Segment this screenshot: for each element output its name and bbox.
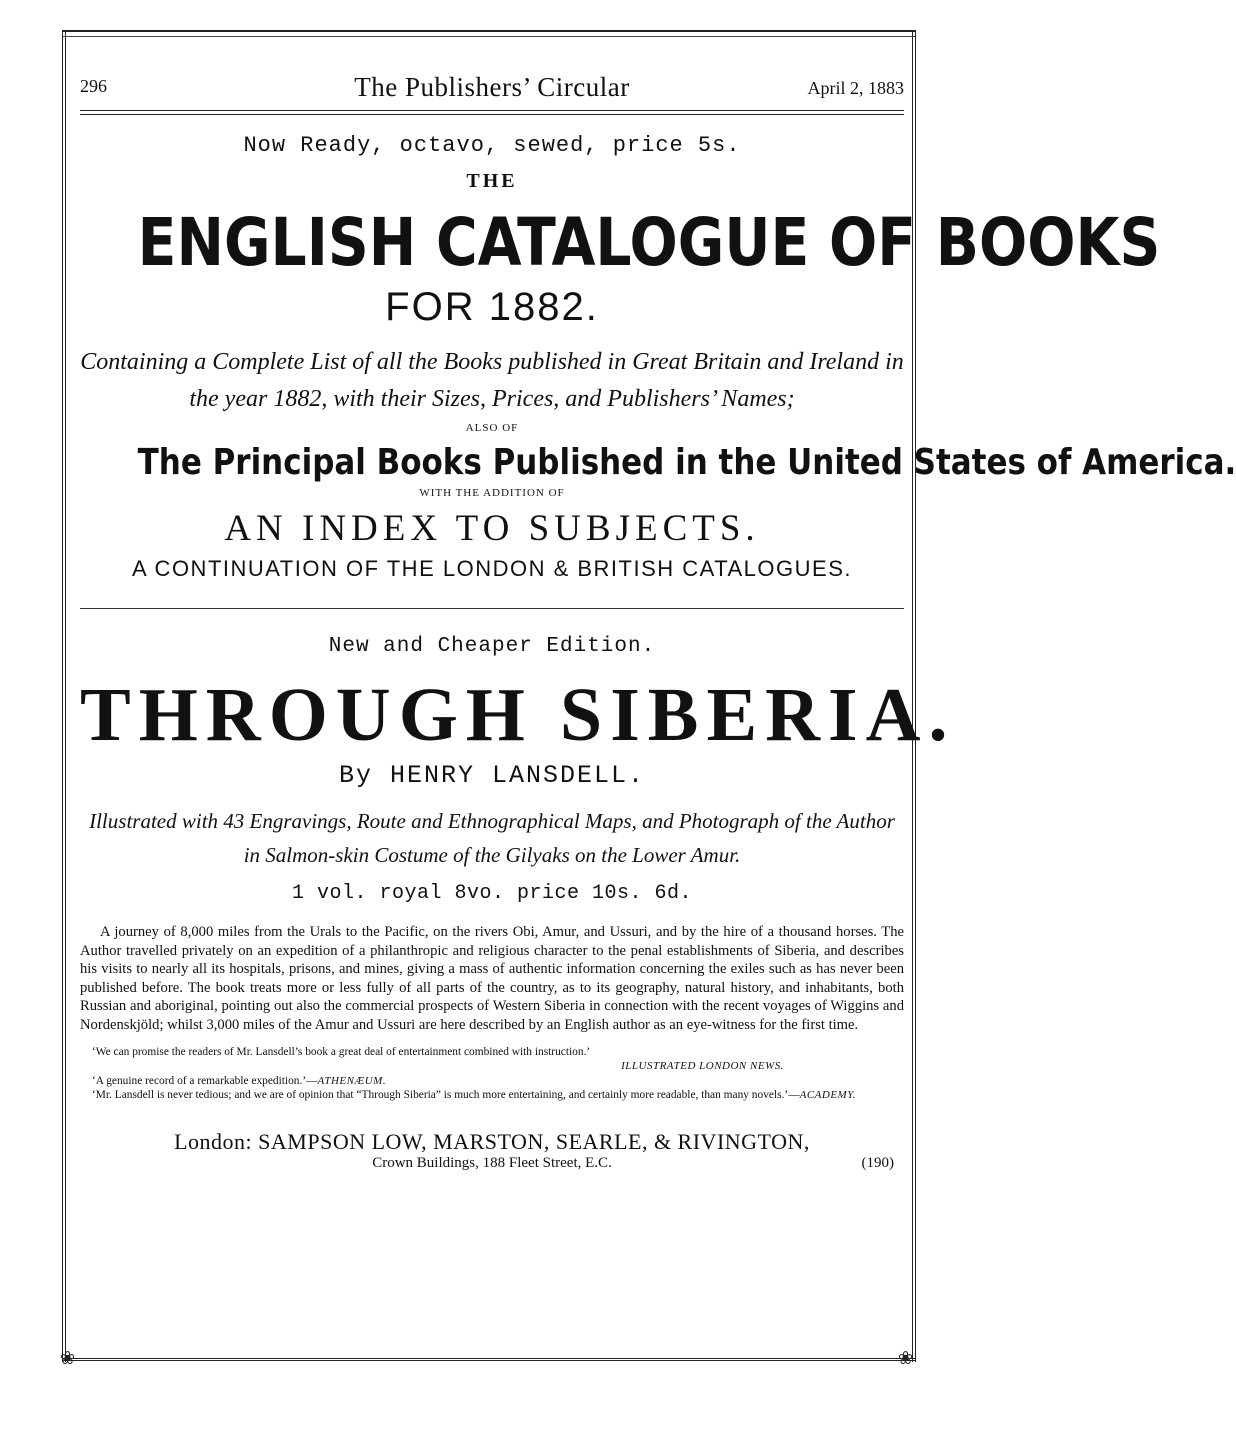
quote-text: ‘A genuine record of a remarkable expedition.’— (92, 1074, 318, 1087)
volume-price: 1 vol. royal 8vo. price 10s. 6d. (291, 882, 693, 905)
section-divider (80, 608, 904, 609)
with-addition-label: WITH THE ADDITION OF (419, 487, 565, 499)
catalogue-year: FOR 1882. (385, 285, 599, 329)
through-siberia-advertisement (80, 635, 956, 1172)
page-number: 296 (80, 76, 107, 96)
catalogue-description: Containing a Complete List of all the Books published in Great Britain and Ireland in the year 1882, with their Sizes, Prices, and Publishers’ Names; (80, 349, 904, 412)
continuation-line: A CONTINUATION OF THE LONDON & BRITISH CATALOGUES. (131, 556, 852, 581)
catalogue-title: ENGLISH CATALOGUE OF BOOKS (137, 204, 1161, 281)
edition-notice: New and Cheaper Edition. (328, 635, 656, 658)
quote-text: ‘Mr. Lansdell is never tedious; and we are of opinion that “Through Siberia” is much more entertaining, and certainly more readable, than many novels.’— (92, 1089, 800, 1102)
the-label: THE (466, 170, 518, 192)
quote-source: ILLUSTRATED LONDON NEWS. (621, 1060, 784, 1073)
english-catalogue-advertisement (80, 133, 1236, 582)
ready-notice: Now Ready, octavo, sewed, price 5s. (243, 133, 741, 158)
quote-item (80, 1045, 904, 1060)
book-description: A journey of 8,000 miles from the Urals to the Pacific, on the rivers Obi, Amur, and Ussuri, and by the hire of a thousand horses. The Author travelled privately on an expedition of a philanthropic and religious character to the penal establishments of Siberia, and describes his visits to nearly all its hospitals, prisons, and mines, giving a mass of authentic information concerning the exiles such as has never been published before. The book treats more or less fully of all parts of the country, as to its geography, natural history, and inhabitants, both Russian and aboriginal, pointing out also the commercial prospects of Western Siberia in connection with the recent voyages of Wiggins and Nordenskjöld; whilst 3,000 miles of the Amur and Ussuri are here described by an English author as an eye-witness for the first time. (80, 924, 904, 1033)
author-line: By HENRY LANSDELL. (338, 761, 646, 790)
advertisement-code: (190) (861, 1154, 894, 1171)
corner-ornament-icon: ❀ (898, 1348, 914, 1369)
book-title: THROUGH SIBERIA. (80, 673, 956, 757)
corner-ornament-icon: ❀ (60, 1348, 76, 1369)
index-heading: AN INDEX TO SUBJECTS. (224, 508, 760, 549)
issue-date: April 2, 1883 (807, 78, 904, 98)
quote-source: ATHENÆUM. (317, 1074, 387, 1087)
header-rule-2 (80, 114, 904, 115)
quote-item (80, 1088, 904, 1103)
header-rule (80, 110, 904, 111)
quote-item (80, 1074, 904, 1089)
page-content (80, 68, 1236, 1172)
press-quotes (80, 1045, 904, 1103)
running-header (80, 68, 904, 102)
publisher-address: Crown Buildings, 188 Fleet Street, E.C. (372, 1154, 612, 1171)
also-of-label: ALSO OF (465, 422, 519, 434)
publisher-imprint: London: SAMPSON LOW, MARSTON, SEARLE, & RIVINGTON, (174, 1128, 810, 1154)
publication-title: The Publishers’ Circular (354, 72, 630, 102)
bottom-border-rule (62, 1358, 916, 1361)
publisher-address-row (80, 1155, 904, 1172)
principal-books-heading: The Principal Books Published in the United States of America. (137, 442, 1236, 483)
quote-source: ACADEMY. (799, 1089, 857, 1102)
illustration-note: Illustrated with 43 Engravings, Route and Ethnographical Maps, and Photograph of the Author in Salmon-skin Costume of the Gilyaks on the Lower Amur. (89, 809, 895, 867)
quote-text: ‘We can promise the readers of Mr. Lansdell’s book a great deal of entertainment combined with instruction.’ (92, 1045, 591, 1058)
quote-source-line (80, 1059, 904, 1074)
